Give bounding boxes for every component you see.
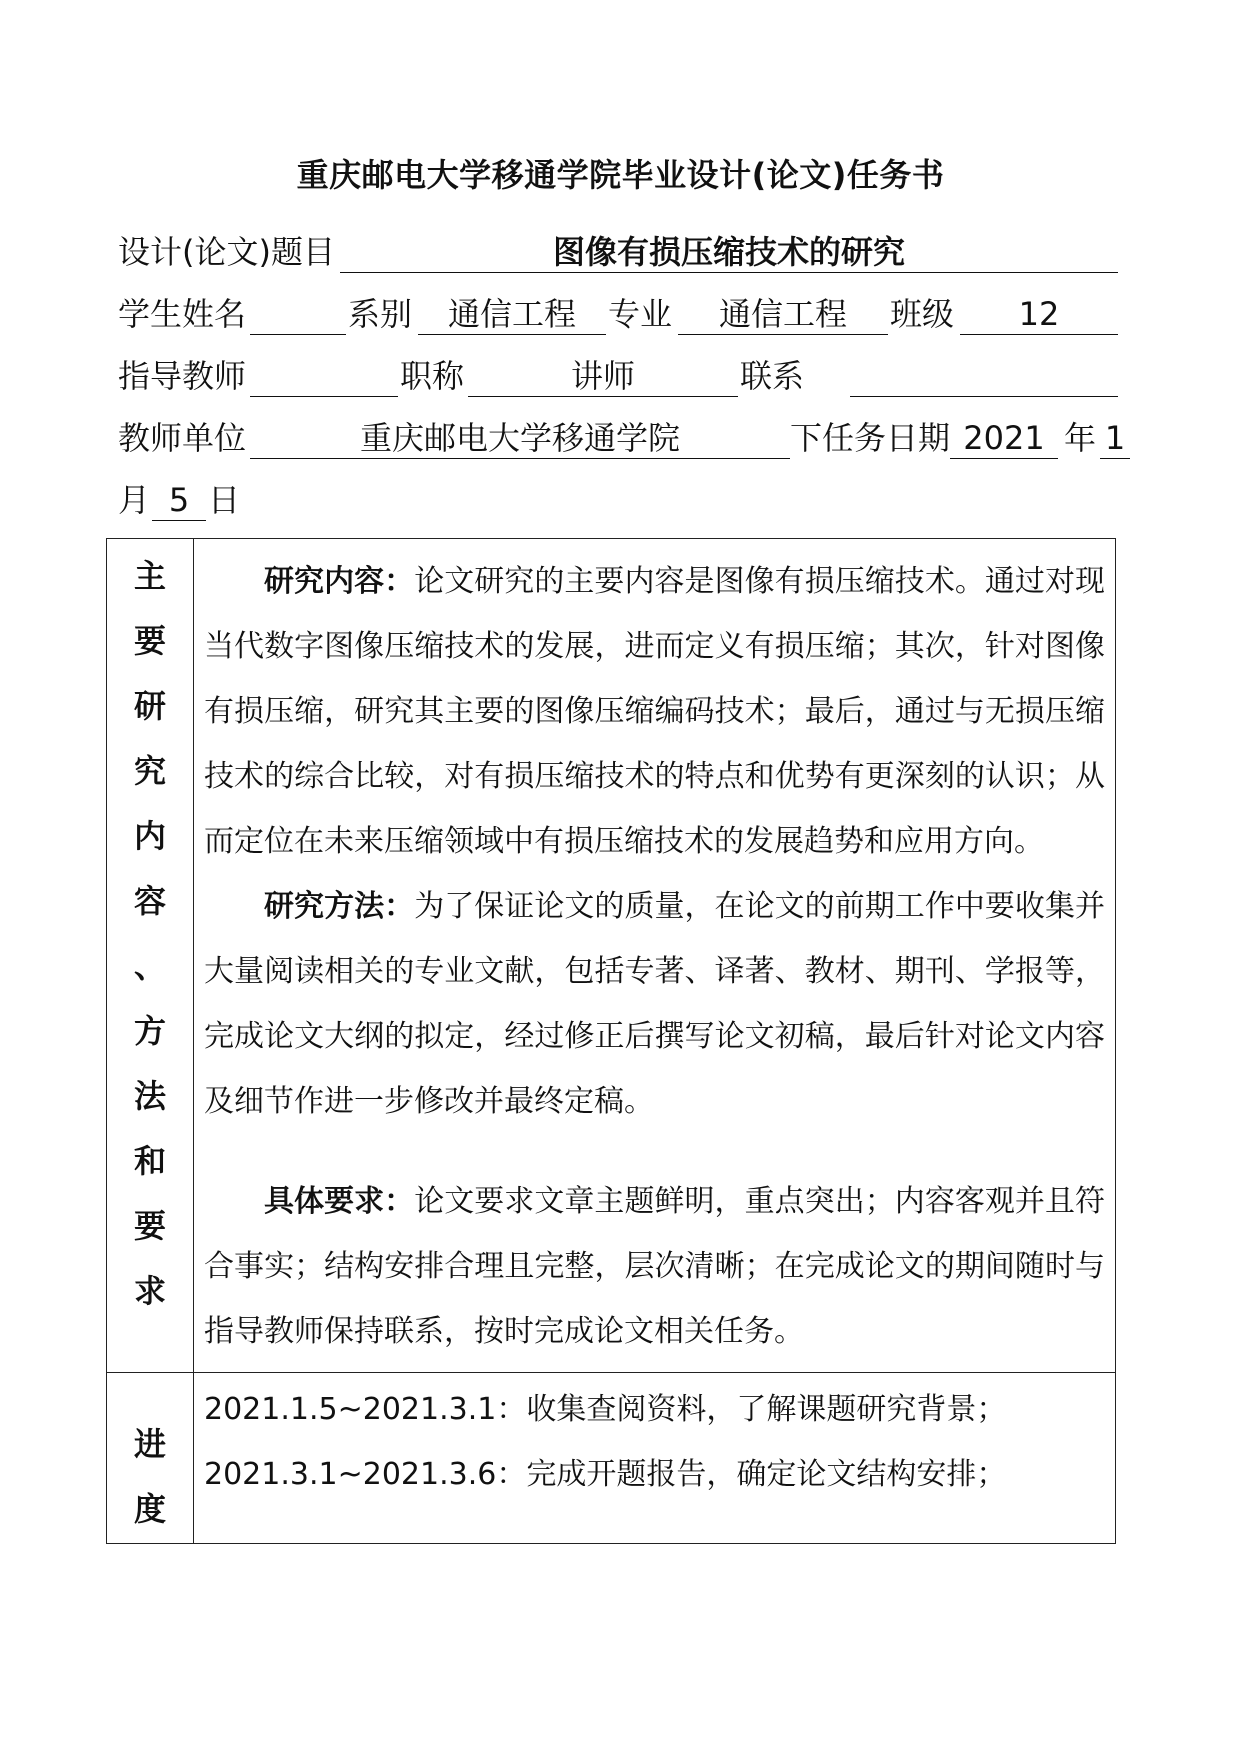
student-label: 学生姓名 bbox=[118, 295, 247, 333]
contact-label: 联系 bbox=[740, 357, 805, 395]
year-value: 2021 bbox=[950, 414, 1058, 459]
requirements-heading: 具体要求： bbox=[264, 1184, 415, 1219]
progress-content-cell bbox=[194, 1373, 1116, 1544]
content-heading: 研究内容： bbox=[264, 564, 415, 599]
advisor-row bbox=[118, 352, 1118, 400]
research-side-char: 法 bbox=[133, 1077, 166, 1115]
requirements-text: 论文要求文章主题鲜明，重点突出；内容客观并且符合事实；结构安排合理且完整，层次清晰；在完成论文的期间随时与指导教师保持联系，按时完成论文相关任务。 bbox=[204, 1184, 1106, 1349]
topic-value: 图像有损压缩技术的研究 bbox=[340, 228, 1118, 273]
rank-value: 讲师 bbox=[468, 352, 738, 397]
progress-item: 2021.1.5~2021.3.1：收集查阅资料，了解课题研究背景； bbox=[204, 1392, 1007, 1427]
research-side-char: 容 bbox=[133, 882, 166, 920]
major-value: 通信工程 bbox=[678, 290, 888, 335]
day-label: 日 bbox=[208, 481, 241, 519]
research-row bbox=[107, 539, 1116, 1373]
rank-label: 职称 bbox=[400, 357, 465, 395]
research-content-cell bbox=[194, 539, 1116, 1373]
progress-side-header bbox=[107, 1373, 194, 1544]
contact-value bbox=[850, 352, 1118, 397]
method-text: 为了保证论文的质量，在论文的前期工作中要收集并大量阅读相关的专业文献，包括专著、译著、教材、期刊、学报等，完成论文大纲的拟定，经过修正后撰写论文初稿，最后针对论文内容及细节作进一步修改并最终定稿。 bbox=[204, 889, 1106, 1119]
class-label: 班级 bbox=[890, 295, 955, 333]
advisor-value bbox=[250, 352, 398, 397]
research-side-char: 究 bbox=[133, 752, 166, 790]
research-side-char: 要 bbox=[133, 1207, 166, 1245]
method-heading: 研究方法： bbox=[264, 889, 415, 924]
research-side-char: 、 bbox=[133, 947, 166, 985]
requirements-paragraph bbox=[204, 1169, 1105, 1364]
month-label: 月 bbox=[118, 481, 151, 519]
unit-label: 教师单位 bbox=[118, 419, 247, 457]
research-side-char: 求 bbox=[133, 1272, 166, 1310]
topic-label: 设计(论文)题目 bbox=[118, 233, 335, 271]
student-row bbox=[118, 290, 1118, 338]
topic-row bbox=[118, 228, 1118, 276]
research-method-paragraph bbox=[204, 874, 1105, 1134]
task-table bbox=[106, 538, 1116, 1544]
year-label: 年 bbox=[1064, 419, 1097, 457]
student-value bbox=[250, 290, 346, 335]
progress-item: 2021.3.1~2021.3.6：完成开题报告，确定论文结构安排； bbox=[204, 1457, 1007, 1492]
date-row bbox=[118, 476, 318, 524]
research-content-paragraph bbox=[204, 549, 1105, 874]
date-label: 下任务日期 bbox=[790, 419, 951, 457]
unit-value: 重庆邮电大学移通学院 bbox=[250, 414, 790, 459]
research-side-char: 方 bbox=[133, 1012, 166, 1050]
research-side-char: 和 bbox=[133, 1142, 166, 1180]
progress-row bbox=[107, 1373, 1116, 1544]
dept-label: 系别 bbox=[348, 295, 413, 333]
research-side-char: 研 bbox=[133, 687, 166, 725]
research-side-char: 主 bbox=[133, 557, 166, 595]
research-side-header bbox=[107, 539, 194, 1373]
research-side-char: 要 bbox=[133, 622, 166, 660]
progress-side-char: 度 bbox=[133, 1490, 166, 1528]
major-label: 专业 bbox=[608, 295, 673, 333]
day-value: 5 bbox=[152, 476, 206, 521]
advisor-label: 指导教师 bbox=[118, 357, 247, 395]
progress-side-char: 进 bbox=[133, 1425, 166, 1463]
page-title: 重庆邮电大学移通学院毕业设计(论文)任务书 bbox=[296, 156, 945, 194]
content-text: 论文研究的主要内容是图像有损压缩技术。通过对现当代数字图像压缩技术的发展，进而定义有损压缩；其次，针对图像有损压缩，研究其主要的图像压缩编码技术；最后，通过与无损压缩技术的综合比较，对有损压缩技术的特点和优势有更深刻的认识；从而定位在未来压缩领域中有损压缩技术的发展趋势和应用方向。 bbox=[204, 564, 1106, 859]
month-value: 1 bbox=[1100, 414, 1130, 459]
dept-value: 通信工程 bbox=[418, 290, 606, 335]
research-side-char: 内 bbox=[133, 817, 166, 855]
unit-row bbox=[118, 414, 1130, 462]
class-value: 12 bbox=[960, 290, 1118, 335]
